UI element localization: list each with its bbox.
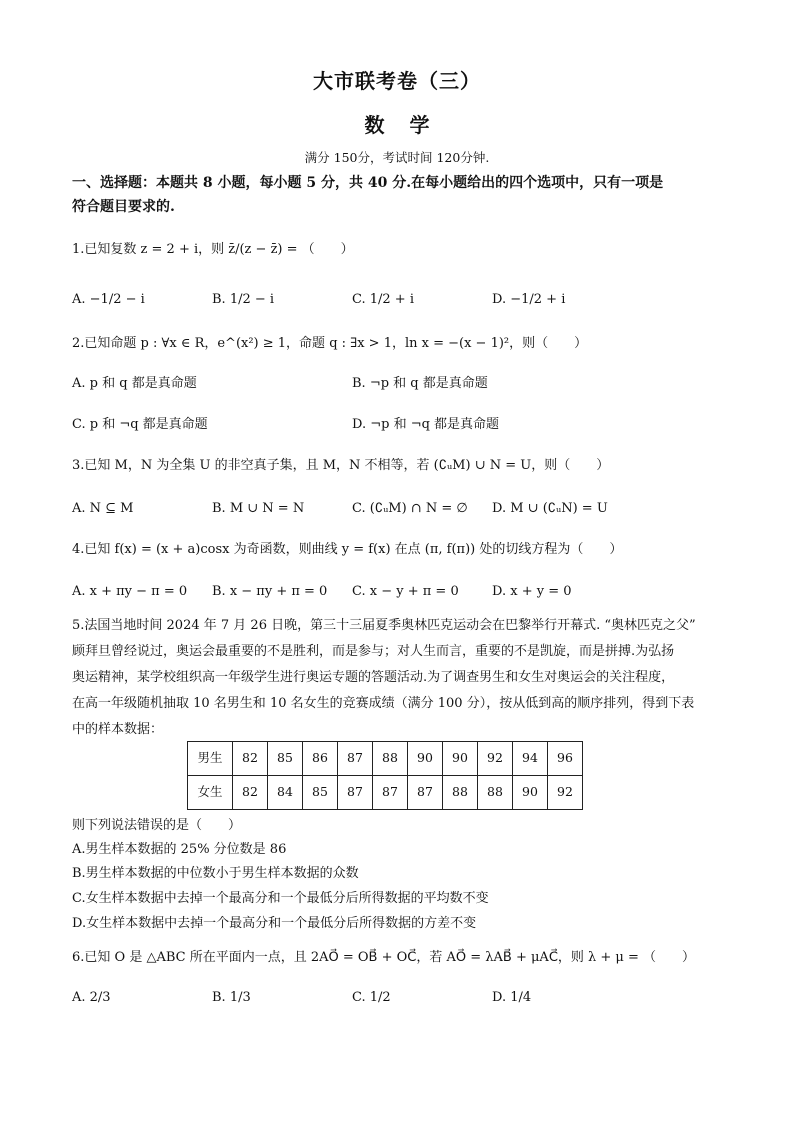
table-cell: 85 xyxy=(268,742,303,776)
table-cell: 92 xyxy=(478,742,513,776)
score-table xyxy=(187,741,583,810)
table-cell: 82 xyxy=(233,776,268,810)
question-2-stem: 2.已知命题 p : ∀x ∈ R，e^(x²) ≥ 1，命题 q : ∃x > 1，ln x = −(x − 1)²，则（ ） xyxy=(72,336,588,351)
table-cell: 88 xyxy=(373,742,408,776)
question-3-option-d: D. M ∪ (∁ᵤN) = U xyxy=(492,501,608,516)
question-1-option-c: C. 1/2 + i xyxy=(352,292,414,307)
question-5-option-c: C.女生样本数据中去掉一个最高分和一个最低分后所得数据的平均数不变 xyxy=(72,891,489,906)
question-5-line-4: 在高一年级随机抽取 10 名男生和 10 名女生的竞赛成绩（满分 100 分），按从低到高的顺序排列，得到下表 xyxy=(72,696,695,711)
question-5-line-1: 5.法国当地时间 2024 年 7 月 26 日晚，第三十三届夏季奥林匹克运动会在巴黎举行开幕式. “奥林匹克之父” xyxy=(72,618,696,633)
table-cell: 87 xyxy=(373,776,408,810)
question-2-option-d: D. ¬p 和 ¬q 都是真命题 xyxy=(352,417,500,432)
table-cell: 92 xyxy=(548,776,583,810)
table-cell: 88 xyxy=(478,776,513,810)
question-1-option-a: A. −1/2 − i xyxy=(72,292,145,307)
subject-title: 数 学 xyxy=(364,113,430,137)
table-cell: 90 xyxy=(443,742,478,776)
table-row xyxy=(188,742,583,776)
table-row-label: 男生 xyxy=(188,742,233,776)
table-cell: 82 xyxy=(233,742,268,776)
table-row xyxy=(188,776,583,810)
question-5-option-d: D.女生样本数据中去掉一个最高分和一个最低分后所得数据的方差不变 xyxy=(72,916,477,931)
question-5-line-5: 中的样本数据： xyxy=(72,722,164,737)
table-cell: 87 xyxy=(338,742,373,776)
question-4-option-b: B. x − πy + π = 0 xyxy=(212,584,328,599)
question-3-option-a: A. N ⊆ M xyxy=(72,501,134,516)
table-cell: 94 xyxy=(513,742,548,776)
question-5-option-a: A.男生样本数据的 25% 分位数是 86 xyxy=(72,842,287,857)
question-2-option-c: C. p 和 ¬q 都是真命题 xyxy=(72,417,208,432)
table-cell: 85 xyxy=(303,776,338,810)
question-1-option-d: D. −1/2 + i xyxy=(492,292,566,307)
table-cell: 87 xyxy=(408,776,443,810)
section-heading-line1: 一、选择题：本题共 8 小题，每小题 5 分，共 40 分.在每小题给出的四个选项中，只有一项是 xyxy=(72,175,664,191)
table-cell: 87 xyxy=(338,776,373,810)
question-5-option-b: B.男生样本数据的中位数小于男生样本数据的众数 xyxy=(72,866,359,881)
question-3-stem: 3.已知 M，N 为全集 U 的非空真子集，且 M，N 不相等，若 (∁ᵤM) ∪ N = U，则（ ） xyxy=(72,458,610,473)
question-1-stem: 1.已知复数 z = 2 + i，则 z̄/(z − z̄) = （ ） xyxy=(72,242,354,257)
question-1-option-b: B. 1/2 − i xyxy=(212,292,275,307)
question-6-option-d: D. 1/4 xyxy=(492,990,532,1005)
question-5-line-2: 顾拜旦曾经说过，奥运会最重要的不是胜利，而是参与；对人生而言，重要的不是凯旋，而是拼搏.为弘扬 xyxy=(72,644,675,659)
question-2-option-b: B. ¬p 和 q 都是真命题 xyxy=(352,376,488,391)
table-cell: 84 xyxy=(268,776,303,810)
question-5-line-3: 奥运精神，某学校组织高一年级学生进行奥运专题的答题活动.为了调查男生和女生对奥运会的关注程度， xyxy=(72,670,675,685)
exam-title: 大市联考卷（三） xyxy=(313,69,481,93)
question-3-option-c: C. (∁ᵤM) ∩ N = ∅ xyxy=(352,501,468,516)
question-2-option-a: A. p 和 q 都是真命题 xyxy=(72,376,197,391)
table-cell: 96 xyxy=(548,742,583,776)
question-4-option-d: D. x + y = 0 xyxy=(492,584,572,599)
question-6-stem: 6.已知 O 是 △ABC 所在平面内一点，且 2AO⃗ = OB⃗ + OC⃗，若 AO⃗ = λAB⃗ + μAC⃗，则 λ + μ = （ ） xyxy=(72,950,696,965)
table-cell: 90 xyxy=(513,776,548,810)
question-6-option-c: C. 1/2 xyxy=(352,990,391,1005)
table-cell: 90 xyxy=(408,742,443,776)
question-4-option-c: C. x − y + π = 0 xyxy=(352,584,459,599)
question-5-prompt: 则下列说法错误的是（ ） xyxy=(72,818,242,833)
question-6-option-a: A. 2/3 xyxy=(72,990,111,1005)
table-row-label: 女生 xyxy=(188,776,233,810)
section-heading-line2: 符合题目要求的. xyxy=(72,199,175,215)
question-6-option-b: B. 1/3 xyxy=(212,990,251,1005)
question-3-option-b: B. M ∪ N = N xyxy=(212,501,305,516)
table-cell: 88 xyxy=(443,776,478,810)
question-4-option-a: A. x + πy − π = 0 xyxy=(72,584,188,599)
table-cell: 86 xyxy=(303,742,338,776)
exam-info: 满分 150分，考试时间 120分钟. xyxy=(304,150,490,165)
question-4-stem: 4.已知 f(x) = (x + a)cosx 为奇函数，则曲线 y = f(x) 在点 (π, f(π)) 处的切线方程为（ ） xyxy=(72,542,623,557)
